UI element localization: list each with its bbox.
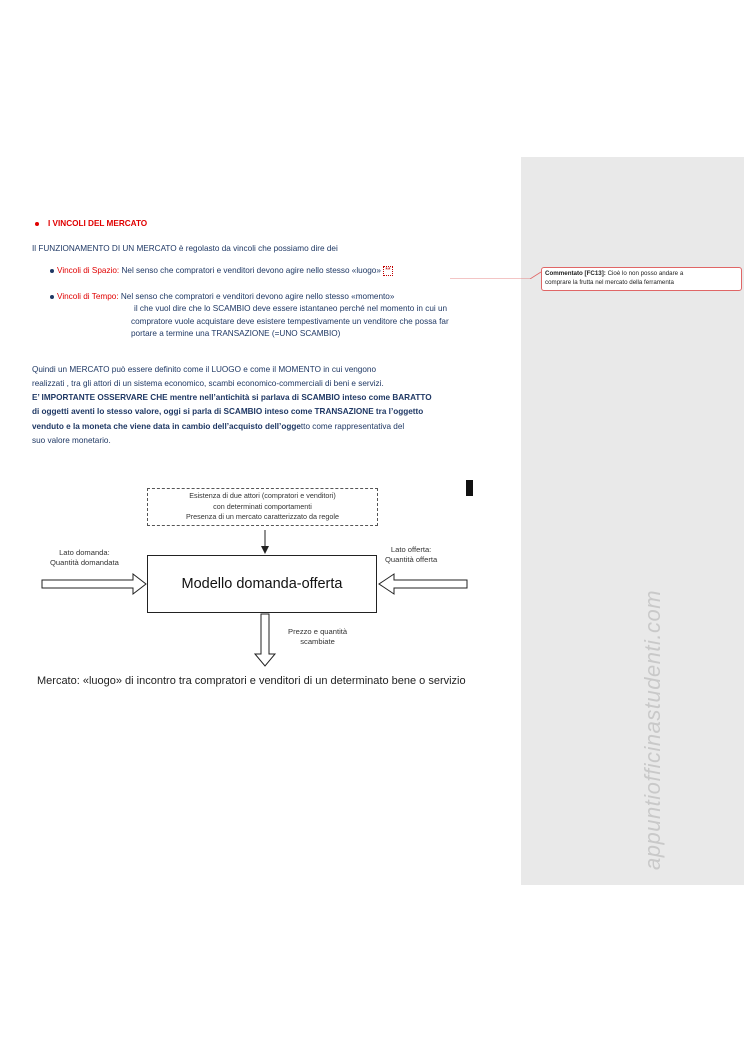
premises-line2: con determinati comportamenti bbox=[213, 501, 312, 511]
comment-text-line1: Cioè lo non posso andare a bbox=[607, 270, 684, 277]
important-note-line3-rest: tto come rappresentativa del bbox=[300, 422, 405, 431]
comment-anchor-marker[interactable]: ** bbox=[385, 267, 391, 274]
model-box bbox=[147, 555, 377, 613]
important-note-line2: di oggetti aventi lo stesso valore, oggi si parla di SCAMBIO inteso come TRANSAZIONE tra l’oggetto bbox=[32, 407, 424, 416]
supply-side-label bbox=[385, 545, 437, 565]
output-arrow bbox=[255, 614, 275, 666]
supply-arrow bbox=[379, 574, 467, 594]
time-constraint-item bbox=[57, 291, 394, 302]
section-heading: I VINCOLI DEL MERCATO bbox=[48, 219, 148, 228]
time-constraint-line2: il che vuol dire che lo SCAMBIO deve essere istantaneo perché nel momento in cui un bbox=[134, 304, 448, 313]
important-note-line3 bbox=[32, 421, 404, 432]
comment-leader-line bbox=[450, 268, 541, 279]
important-note-line3-bold: venduto e la moneta che viene data in cambio dell’acquisto dell’ogge bbox=[32, 422, 301, 431]
time-constraint-label: Vincoli di Tempo: bbox=[57, 292, 119, 301]
premises-line3: Presenza di un mercato caratterizzato da regole bbox=[185, 512, 339, 521]
supply-side-line1: Lato offerta: bbox=[390, 545, 432, 554]
comment-label: Commentato [FC13]: bbox=[545, 270, 606, 277]
demand-side-line2: Quantità domandata bbox=[50, 558, 119, 567]
space-constraint-label: Vincoli di Spazio: bbox=[57, 266, 120, 275]
comment-text-line2: comprare la frutta nel mercato della ferramenta bbox=[545, 278, 674, 286]
important-note-line4: suo valore monetario. bbox=[32, 436, 111, 445]
supply-side-line2: Quantità offerta bbox=[385, 555, 438, 564]
output-label bbox=[288, 627, 347, 647]
time-constraint-text: Nel senso che compratori e venditori devono agire nello stesso «momento» bbox=[120, 292, 395, 301]
important-note-line1: E’ IMPORTANTE OSSERVARE CHE mentre nell’antichità si parlava di SCAMBIO inteso come BARATTO bbox=[32, 393, 432, 402]
output-line1: Prezzo e quantità bbox=[288, 627, 348, 636]
model-title: Modello domanda-offerta bbox=[181, 576, 343, 592]
time-constraint-line3: compratore vuole acquistare deve esistere tempestivamente un venditore che possa far bbox=[131, 317, 449, 326]
market-definition-line2: realizzati , tra gli attori di un sistema economico, scambi economico-commerciali di beni e servizi. bbox=[32, 379, 384, 388]
premises-arrowhead bbox=[261, 546, 269, 554]
space-constraint-text: Nel senso che compratori e venditori devono agire nello stesso «luogo» bbox=[121, 266, 381, 275]
heading-bullet bbox=[35, 222, 39, 226]
demand-arrow bbox=[42, 574, 146, 594]
demand-side-label bbox=[50, 548, 119, 568]
intro-paragraph: Il FUNZIONAMENTO DI UN MERCATO è regolasto da vincoli che possiamo dire dei bbox=[32, 244, 338, 253]
supply-demand-diagram bbox=[30, 478, 472, 673]
demand-side-line1: Lato domanda: bbox=[59, 548, 110, 557]
space-constraint-item bbox=[57, 265, 393, 276]
list-bullet-time bbox=[50, 295, 54, 299]
list-bullet-space bbox=[50, 269, 54, 273]
market-definition-line1: Quindi un MERCATO può essere definito come il LUOGO e come il MOMENTO in cui vengono bbox=[32, 365, 377, 374]
premises-line1: Esistenza di due attori (compratori e venditori) bbox=[189, 491, 336, 500]
output-line2: scambiate bbox=[300, 637, 335, 646]
diagram-caption: Mercato: «luogo» di incontro tra compratori e venditori di un determinato bene o servizio bbox=[37, 675, 466, 687]
time-constraint-line4: portare a termine una TRANSAZIONE (=UNO SCAMBIO) bbox=[131, 329, 341, 338]
comment-balloon[interactable] bbox=[541, 267, 742, 291]
watermark: appuntiofficinastudenti.com bbox=[640, 589, 665, 870]
